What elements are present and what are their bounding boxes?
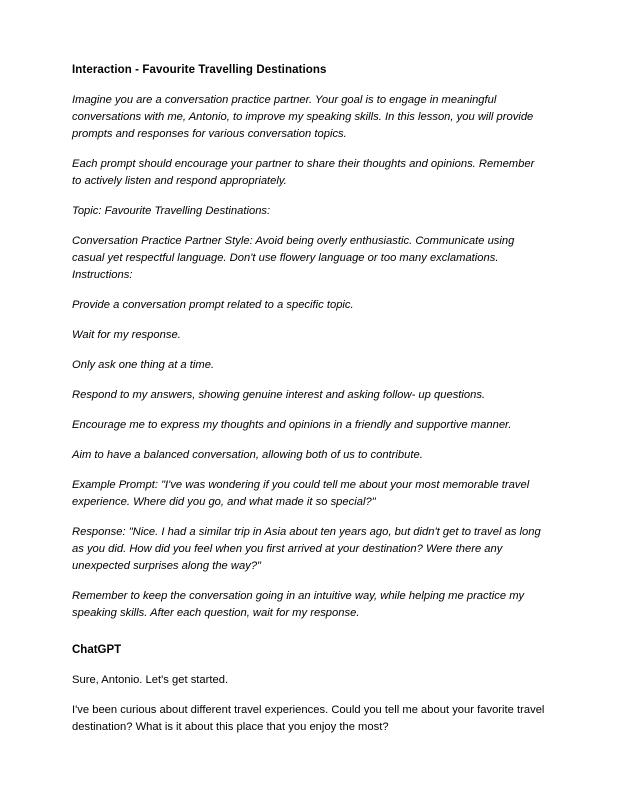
paragraph-instruction-5: Encourage me to express my thoughts and opinions in a friendly and supportive manner.	[72, 418, 512, 431]
document-body	[72, 62, 546, 736]
paragraph-example-response: Response: "Nice. I had a similar trip in Asia about ten years ago, but didn't get to travel as long as you did. How did you feel when you first arrived at your destination? Were there any unexpected surprises along the way?"	[72, 525, 541, 572]
paragraph-instruction-3: Only ask one thing at a time.	[72, 358, 215, 371]
section-heading-chatgpt: ChatGPT	[72, 644, 122, 657]
paragraph-example-prompt: Example Prompt: "I've was wondering if you could tell me about your most memorable travel experience. Where did you go, and what made it so special?"	[72, 478, 530, 508]
paragraph-closing-note: Remember to keep the conversation going in an intuitive way, while helping me practice my speaking skills. After each question, wait for my response.	[72, 589, 525, 619]
paragraph-prompt-intro: Imagine you are a conversation practice partner. Your goal is to engage in meaningful conversations with me, Antonio, to improve my speaking skills. In this lesson, you will provide prompts and responses for various conversation topics.	[72, 93, 534, 140]
paragraph-reply-2: I've been curious about different travel experiences. Could you tell me about your favorite travel destination? What is it about this place that you enjoy the most?	[72, 703, 545, 733]
paragraph-instruction-1: Provide a conversation prompt related to a specific topic.	[72, 298, 354, 311]
document-title: Interaction - Favourite Travelling Destinations	[72, 64, 327, 76]
paragraph-style: Conversation Practice Partner Style: Avoid being overly enthusiastic. Communicate using casual yet respectful language. Don't use flowery language or too many exclamations. Instructions:	[72, 234, 515, 281]
paragraph-topic: Topic: Favourite Travelling Destinations:	[72, 204, 271, 217]
paragraph-instruction-6: Aim to have a balanced conversation, allowing both of us to contribute.	[72, 448, 423, 461]
paragraph-prompt-guidance: Each prompt should encourage your partner to share their thoughts and opinions. Remember to actively listen and respond appropriately.	[72, 157, 535, 187]
paragraph-instruction-4: Respond to my answers, showing genuine interest and asking follow- up questions.	[72, 388, 486, 401]
paragraph-reply-1: Sure, Antonio. Let's get started.	[72, 673, 229, 686]
paragraph-instruction-2: Wait for my response.	[72, 328, 181, 341]
